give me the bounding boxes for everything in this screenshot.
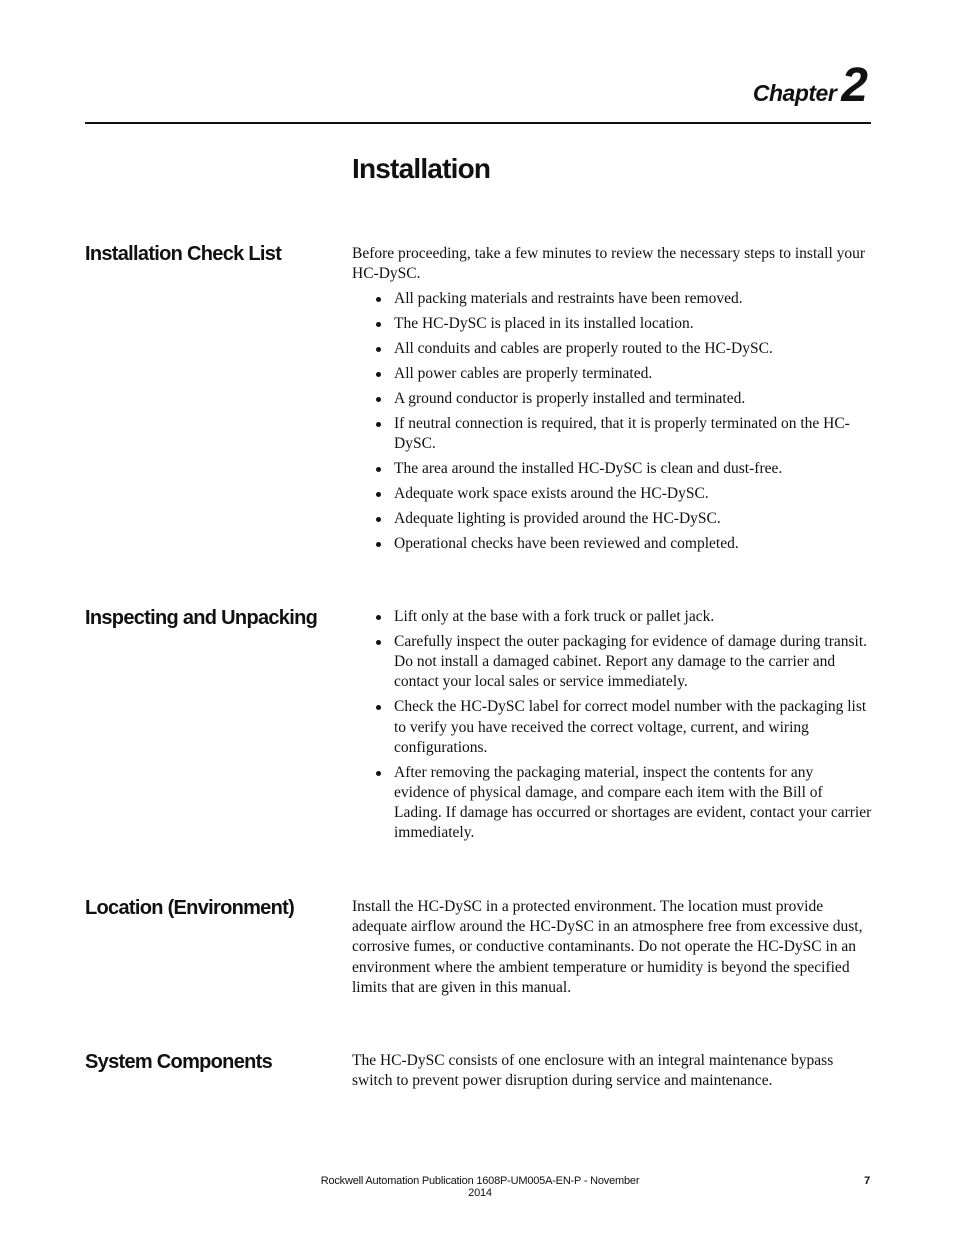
heading-installation-check-list: Installation Check List bbox=[85, 243, 282, 265]
heading-inspecting-and-unpacking: Inspecting and Unpacking bbox=[85, 607, 318, 629]
page-title: Installation bbox=[352, 153, 491, 184]
components-text: The HC-DySC consists of one enclosure with an integral maintenance bypass switch to prevent power disruption during service and maintenance. bbox=[352, 1052, 834, 1090]
list-item: All power cables are properly terminated. bbox=[352, 364, 872, 384]
list-item: All packing materials and restraints have been removed. bbox=[352, 289, 872, 309]
inspecting-section bbox=[352, 607, 872, 844]
list-item: A ground conductor is properly installed and terminated. bbox=[352, 389, 872, 409]
list-item: Adequate work space exists around the HC-DySC. bbox=[352, 484, 872, 504]
chapter-word: Chapter bbox=[752, 80, 837, 106]
checklist-list bbox=[352, 289, 872, 554]
list-item: All conduits and cables are properly routed to the HC-DySC. bbox=[352, 339, 872, 359]
list-item: Lift only at the base with a fork truck or pallet jack. bbox=[352, 607, 872, 627]
list-item: Check the HC-DySC label for correct model number with the packaging list to verify you have received the correct voltage, current, and wiring configurations. bbox=[352, 697, 872, 758]
list-item: Operational checks have been reviewed and completed. bbox=[352, 534, 872, 554]
heading-location-environment: Location (Environment) bbox=[85, 897, 295, 919]
inspecting-list bbox=[352, 607, 872, 844]
location-section bbox=[352, 897, 872, 998]
list-item: Adequate lighting is provided around the HC-DySC. bbox=[352, 509, 872, 529]
page-number: 7 bbox=[864, 1175, 870, 1187]
list-item: The HC-DySC is placed in its installed location. bbox=[352, 314, 872, 334]
list-item: If neutral connection is required, that it is properly terminated on the HC-DySC. bbox=[352, 414, 872, 454]
chapter-label bbox=[752, 59, 868, 112]
list-item: Carefully inspect the outer packaging for evidence of damage during transit. Do not install a damaged cabinet. Report any damage to the carrier and contact your local sales or service immediately. bbox=[352, 632, 872, 693]
checklist-section bbox=[352, 244, 872, 555]
header-rule bbox=[85, 122, 871, 124]
chapter-number: 2 bbox=[841, 59, 868, 112]
heading-system-components: System Components bbox=[85, 1051, 273, 1073]
list-item: The area around the installed HC-DySC is clean and dust-free. bbox=[352, 459, 872, 479]
list-item: After removing the packaging material, inspect the contents for any evidence of physical damage, and compare each item with the Bill of Lading. If damage has occurred or shortages are evident, contact your carrier immediately. bbox=[352, 763, 872, 844]
checklist-intro: Before proceeding, take a few minutes to review the necessary steps to install your HC-DySC. bbox=[352, 245, 866, 283]
location-text: Install the HC-DySC in a protected environment. The location must provide adequate airflow around the HC-DySC in an atmosphere free from excessive dust, corrosive fumes, or conductive contaminants. Do not operate the HC-DySC in an environment where the ambient temperature or humidity is beyond the specified limits that are given in this manual. bbox=[352, 898, 863, 996]
components-section bbox=[352, 1051, 872, 1091]
footer-publication: Rockwell Automation Publication 1608P-UM005A-EN-P - November 2014 bbox=[320, 1175, 640, 1199]
